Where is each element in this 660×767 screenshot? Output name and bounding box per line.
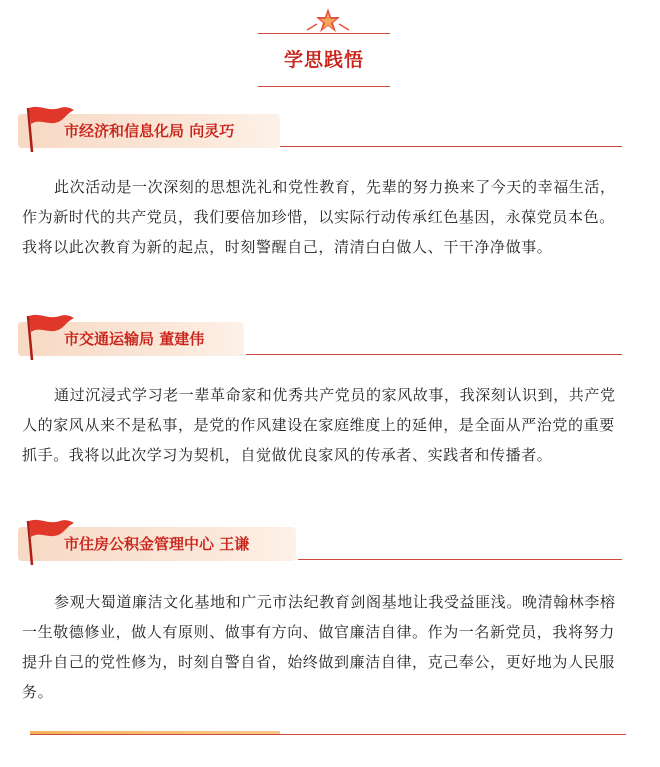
section-paragraph: 通过沉浸式学习老一辈革命家和优秀共产党员的家风故事，我深刻认识到，共产党人的家风从来不是私事，是党的作风建设在家庭维度上的延伸，是全面从严治党的重要抓手。我将以此次学习为契机，自觉做优良家风的传承者、实践者和传播者。 [22,386,616,464]
section-header-rule [246,354,622,355]
page-title: 学思践悟 [283,49,364,71]
star-ornament-icon [305,8,351,34]
section-3 [0,515,660,701]
section-header [0,310,660,362]
section-paragraph: 参观大蜀道廉洁文化基地和广元市法纪教育剑阁基地让我受益匪浅。晚清翰林李榕一生敬德修业，做人有原则、做事有方向、做官廉洁自律。作为一名新党员，我将努力提升自己的党性修为，时刻自警自省，始终做到廉洁自律，克己奉公，更好地为人民服务。 [22,593,616,701]
title-top-rule [258,33,390,34]
section-2 [0,310,660,464]
title-bottom-rule [258,86,390,87]
section-paragraph: 此次活动是一次深刻的思想洗礼和党性教育，先辈的努力换来了今天的幸福生活，作为新时代的共产党员，我们要倍加珍惜，以实际行动传承红色基因，永葆党员本色。我将以此次教育为新的起点，时刻警醒自己，清清白白做人、干干净净做事。 [22,178,616,256]
section-header-label: 市交通运输局 董建伟 [64,330,205,348]
section-header [0,515,660,567]
section-header-label: 市经济和信息化局 向灵巧 [64,122,235,140]
bottom-rule [30,734,626,735]
section-header-label: 市住房公积金管理中心 王谦 [64,535,250,553]
section-header-rule [298,559,622,560]
section-1 [0,102,660,256]
section-header [0,102,660,154]
section-header-rule [280,146,622,147]
